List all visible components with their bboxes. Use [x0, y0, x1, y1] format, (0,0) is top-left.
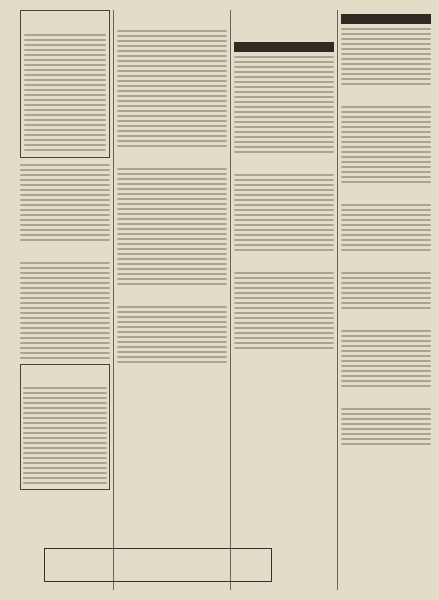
notice-heading [24, 18, 106, 30]
column-right [341, 10, 431, 590]
text-block [20, 164, 110, 241]
text-block [117, 30, 227, 147]
text-block [234, 56, 334, 153]
section-heading [341, 188, 431, 200]
section-heading [341, 314, 431, 326]
section-heading [117, 14, 227, 26]
column-mid2 [234, 10, 334, 590]
text-block [341, 330, 431, 387]
section-heading [234, 158, 334, 170]
section-heading [341, 392, 431, 404]
column-left [20, 10, 110, 590]
text-block [234, 174, 334, 251]
section-heading [117, 152, 227, 164]
notice-box [20, 10, 110, 158]
text-block [341, 106, 431, 183]
text-block [234, 272, 334, 349]
text-block [341, 408, 431, 445]
section-heading [341, 90, 431, 102]
section-heading-box [23, 371, 107, 383]
section-heading [341, 256, 431, 268]
masthead-title [234, 10, 334, 38]
ad-name [45, 549, 271, 567]
text-block [341, 204, 431, 251]
column-mid1 [117, 10, 227, 590]
section-heading [20, 246, 110, 258]
ad-tagline [45, 567, 271, 575]
text-block [341, 28, 431, 85]
text-block [117, 306, 227, 363]
text-block [341, 272, 431, 309]
section-heading [234, 256, 334, 268]
bottom-banner-ad [44, 548, 272, 582]
text-block [20, 262, 110, 359]
louvra-box [20, 364, 110, 490]
section-heading [117, 290, 227, 302]
text-block [117, 168, 227, 285]
masthead-bar [234, 42, 334, 52]
column-header-bar [341, 14, 431, 24]
